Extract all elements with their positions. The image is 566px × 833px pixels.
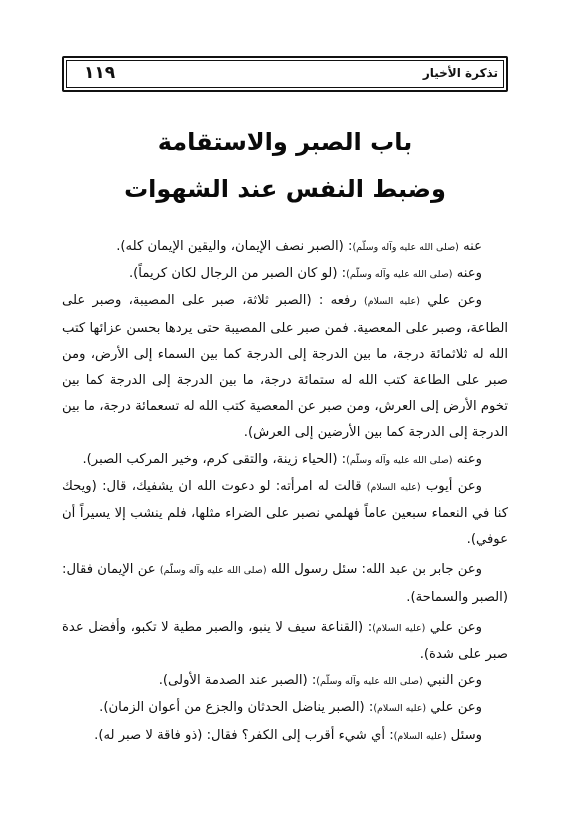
chapter-title-line-1: باب الصبر والاستقامة	[157, 128, 413, 156]
paragraph-text: وعن جابر بن عبد الله: سئل رسول الله	[266, 562, 483, 578]
honorific: (صلى الله عليه وآله وسلّم)	[352, 242, 459, 253]
paragraph	[62, 668, 508, 695]
honorific: (صلى الله عليه وآله وسلّم)	[346, 454, 453, 466]
paragraph-text: وعن علي	[419, 293, 483, 309]
honorific: (صلى الله عليه وآله وسلّم)	[159, 565, 267, 577]
chapter-title-line-2: وضبط النفس عند الشهوات	[124, 175, 446, 203]
honorific: (صلى الله عليه وآله وسلّم)	[316, 676, 423, 688]
paragraph	[62, 234, 508, 261]
paragraph-text: وعنه	[452, 266, 482, 282]
honorific: (عليه السلام)	[393, 730, 447, 742]
paragraph-text: قالت له امرأته: لو دعوت الله ان يشفيك، قال: (ويحك كنا في النعماء سبعين عاماً فهلمي نصبر على الضراء مثلها، فلم ينشب إلا يسيراً أن عوفي).	[62, 478, 508, 548]
paragraph	[62, 474, 508, 554]
honorific: (عليه السلام)	[372, 622, 426, 634]
paragraph-text: عن الإيمان فقال: (الصبر والسماحة).	[62, 562, 508, 605]
paragraph-text: : أي شيء أقرب إلى الكفر؟ فقال: (ذو فاقة لا صبر له).	[94, 727, 394, 743]
paragraph	[62, 557, 508, 610]
paragraph-text: : (لو كان الصبر من الرجال لكان كريماً).	[128, 266, 347, 282]
paragraph	[62, 615, 508, 668]
paragraph-text: عنه	[458, 239, 482, 254]
paragraph	[62, 261, 508, 288]
paragraph-text: : (الصبر نصف الإيمان، واليقين الإيمان كله).	[116, 239, 353, 254]
honorific: (عليه السلام)	[373, 703, 427, 715]
honorific: (عليه السلام)	[366, 481, 421, 493]
paragraph-text: : (الصبر يناضل الحدثان والجزع من أعوان الزمان).	[99, 700, 374, 716]
paragraph	[62, 288, 508, 446]
paragraph-text: وعن أيوب	[420, 478, 482, 494]
paragraph	[62, 447, 508, 474]
paragraph-text: وعن النبي	[422, 673, 482, 689]
running-title: تذكرة الأخيار	[422, 66, 498, 80]
paragraph-text: : (الحياء زينة، والتقى كرم، وخير المركب الصبر).	[82, 451, 347, 467]
paragraph-text: وعنه	[452, 451, 482, 467]
paragraph-text: وسئل	[446, 727, 482, 743]
paragraph	[62, 723, 508, 750]
page-number: ١١٩	[84, 63, 116, 83]
honorific: (عليه السلام)	[364, 296, 420, 308]
paragraph	[62, 695, 508, 722]
paragraph-text: وعن علي	[426, 700, 482, 716]
paragraph-text: رفعه : (الصبر ثلاثة، صبر على المصيبة، وصبر على الطاعة، وصبر على المعصية. فمن صبر على المصيبة حتى يردها بحسن عزائها كتب الله له ثلاثمائة درجة، ما بين الدرجة إلى الدرجة كما بين السماء إلى الأرض، ومن صبر على الطاعة كتب الله له ستمائة درجة، ما بين الدرجة إلى الدرجة كما بين تخوم الأرض إلى العرش، ومن صبر عن المعصية كتب الله له تسعمائة درجة، ما بين الدرجة إلى الدرجة كما بين الأرضين إلى العرش).	[62, 293, 508, 441]
paragraph-text: : (القناعة سيف لا ينبو، والصبر مطية لا تكبو، وأفضل عدة صبر على شدة).	[62, 619, 508, 663]
body-text	[62, 234, 508, 750]
paragraph-text: : (الصبر عند الصدمة الأولى).	[158, 673, 317, 689]
honorific: (صلى الله عليه وآله وسلّم)	[346, 269, 453, 281]
paragraph-text: وعن علي	[425, 619, 482, 635]
